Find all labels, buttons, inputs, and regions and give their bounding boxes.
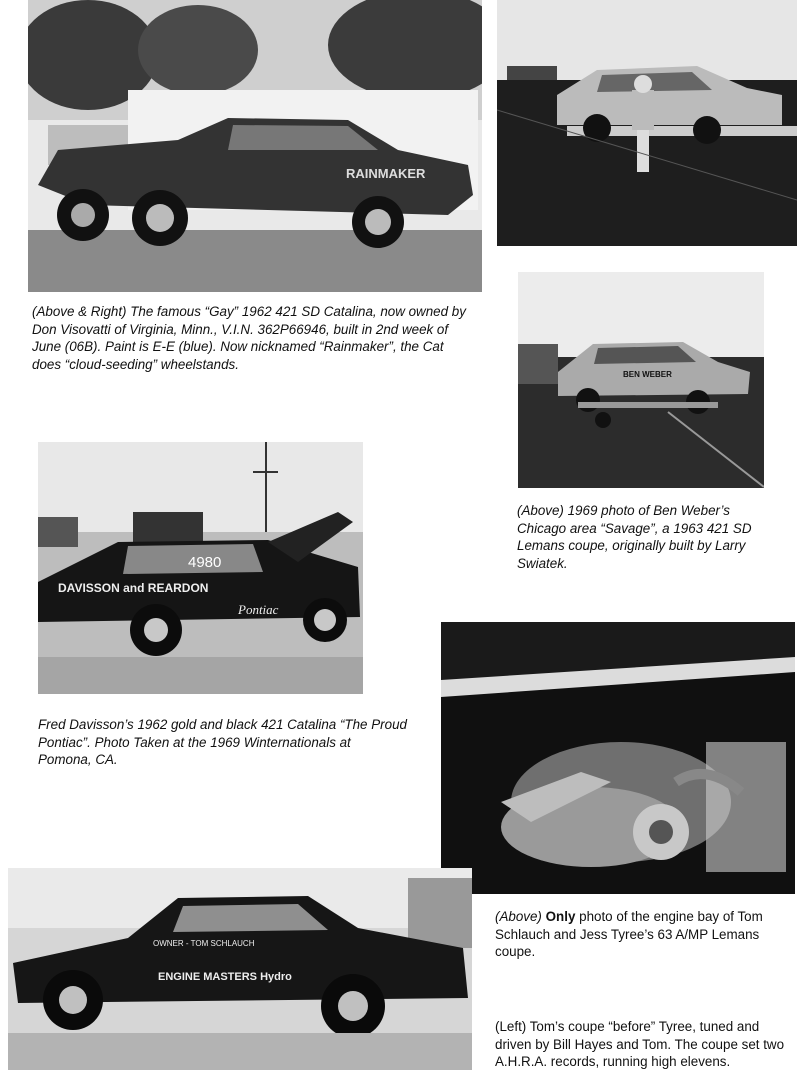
engine-bay-image [441,622,795,894]
rainmaker-wheelstand-image [28,0,482,292]
schlauch-coupe-image [8,868,472,1070]
schlauch-owner-lettering: OWNER - TOM SCHLAUCH [153,939,255,948]
caption-ben-weber: (Above) 1969 photo of Ben Weber’s Chicago area “Savage”, a 1963 421 SD Lemans coupe, originally built by Larry Swiatek. [517,503,752,571]
caption-schlauch-coupe: (Left) Tom’s coupe “before” Tyree, tuned and driven by Bill Hayes and Tom. The coupe set two A.H.R.A. records, running high elevens. [495,1019,785,1069]
photo-schlauch-coupe [8,868,472,1070]
caption-rainmaker: (Above & Right) The famous “Gay” 1962 421 SD Catalina, now owned by Don Visovatti of Virginia, Minn., V.I.N. 362P66946, built in 2nd week of June (06B). Paint is E-E (blue). Now nicknamed “Rainmaker”, the Cat does “cloud-seeding” wheelstands. [32,304,466,372]
rainmaker-lettering: RAINMAKER [346,166,426,181]
caption-engine-bay-lead: (Above) [495,909,542,924]
caption-engine-bay [495,908,795,961]
schlauch-lettering: ENGINE MASTERS Hydro [158,971,292,983]
photo-rainmaker-trailer [497,0,797,246]
davisson-lettering: DAVISSON and REARDON [58,581,209,595]
ben-weber-lettering: BEN WEBER [623,370,672,379]
caption-engine-bay-bold: Only [545,909,576,924]
caption-engine-bay-rest: photo of the engine bay of Tom Schlauch and Jess Tyree’s 63 A/MP Lemans coupe. [495,909,763,959]
ben-weber-image [518,272,764,488]
photo-engine-bay [441,622,795,894]
photo-rainmaker-wheelstand [28,0,482,292]
caption-davisson: Fred Davisson’s 1962 gold and black 421 Catalina “The Proud Pontiac”. Photo Taken at the 1969 Winternationals at Pomona, CA. [38,717,407,767]
davisson-window-number: 4980 [188,554,222,571]
davisson-lettering-2: Pontiac [238,602,279,617]
davisson-image [38,442,363,694]
photo-davisson-reardon [38,442,363,694]
rainmaker-trailer-image [497,0,797,246]
photo-ben-weber-savage [518,272,764,488]
